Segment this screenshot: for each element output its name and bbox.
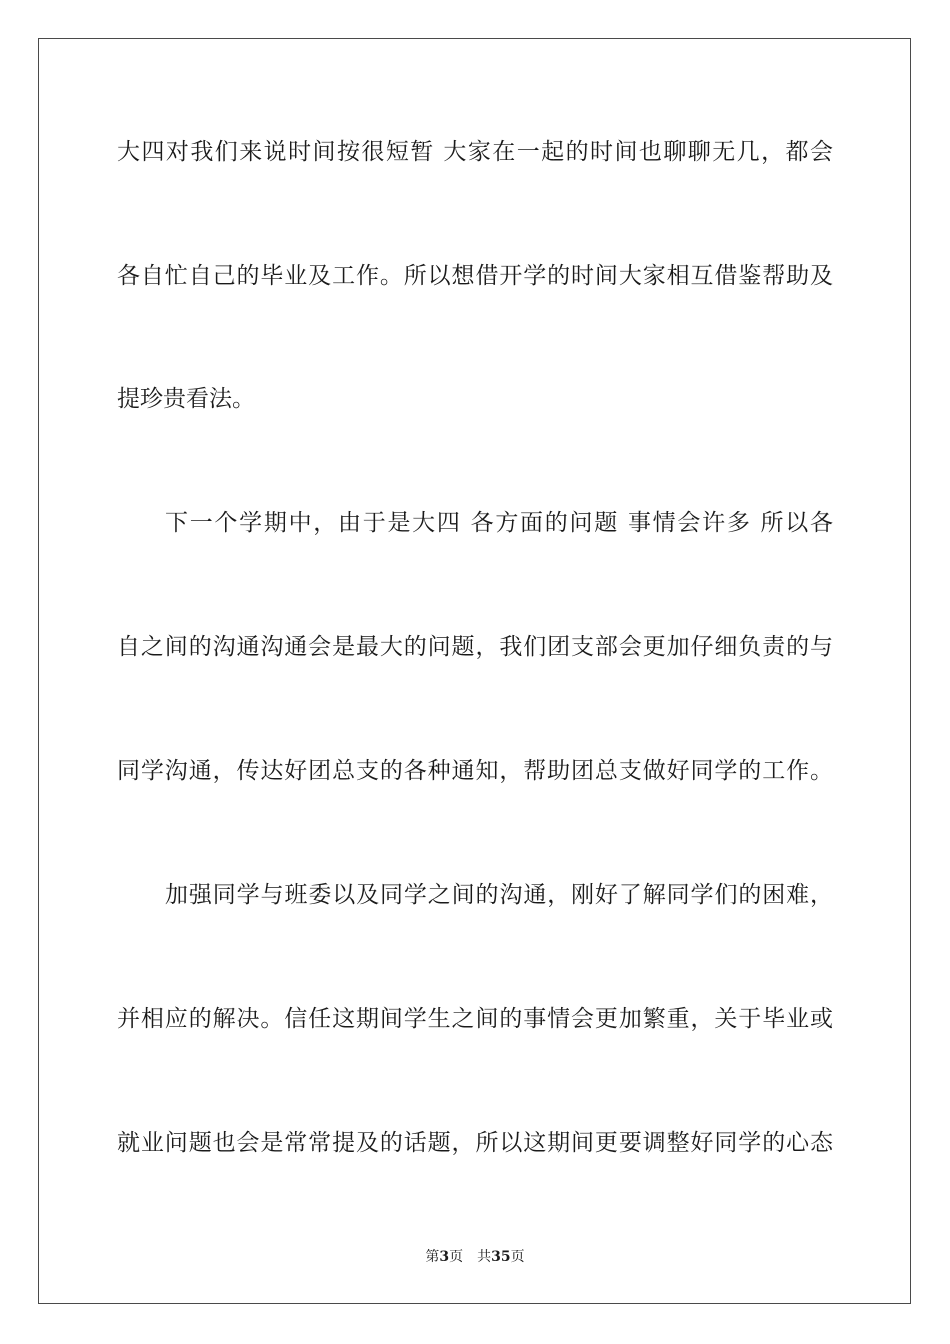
page-suffix: 页: [449, 1249, 464, 1265]
paragraph-3-line-3: 就业问题也会是常常提及的话题，所以这期间更要调整好同学的心态: [117, 1130, 833, 1156]
paragraph-1-line-1: 大四对我们来说时间按很短暂 大家在一起的时间也聊聊无几，都会: [117, 139, 833, 165]
paragraph-3-line-2: 并相应的解决。信任这期间学生之间的事情会更加繁重，关于毕业或: [117, 1006, 833, 1032]
page-prefix: 第: [425, 1249, 440, 1265]
total-suffix: 页: [510, 1249, 525, 1265]
page-footer: [0, 1246, 950, 1266]
paragraph-2-line-1: 下一个学期中，由于是大四 各方面的问题 事情会许多 所以各: [165, 510, 833, 536]
page-border: [38, 38, 911, 1304]
paragraph-2-line-2: 自之间的沟通沟通会是最大的问题，我们团支部会更加仔细负责的与: [117, 634, 833, 660]
total-prefix: 共: [477, 1249, 492, 1265]
paragraph-2-line-3: 同学沟通，传达好团总支的各种通知，帮助团总支做好同学的工作。: [117, 758, 833, 784]
total-pages: 35: [491, 1249, 511, 1265]
paragraph-1-line-3: 提珍贵看法。: [117, 386, 255, 412]
paragraph-1-line-2: 各自忙自己的毕业及工作。所以想借开学的时间大家相互借鉴帮助及: [117, 263, 833, 289]
paragraph-3-line-1: 加强同学与班委以及同学之间的沟通，刚好了解同学们的困难，: [165, 882, 833, 908]
page-number: 3: [439, 1249, 450, 1265]
